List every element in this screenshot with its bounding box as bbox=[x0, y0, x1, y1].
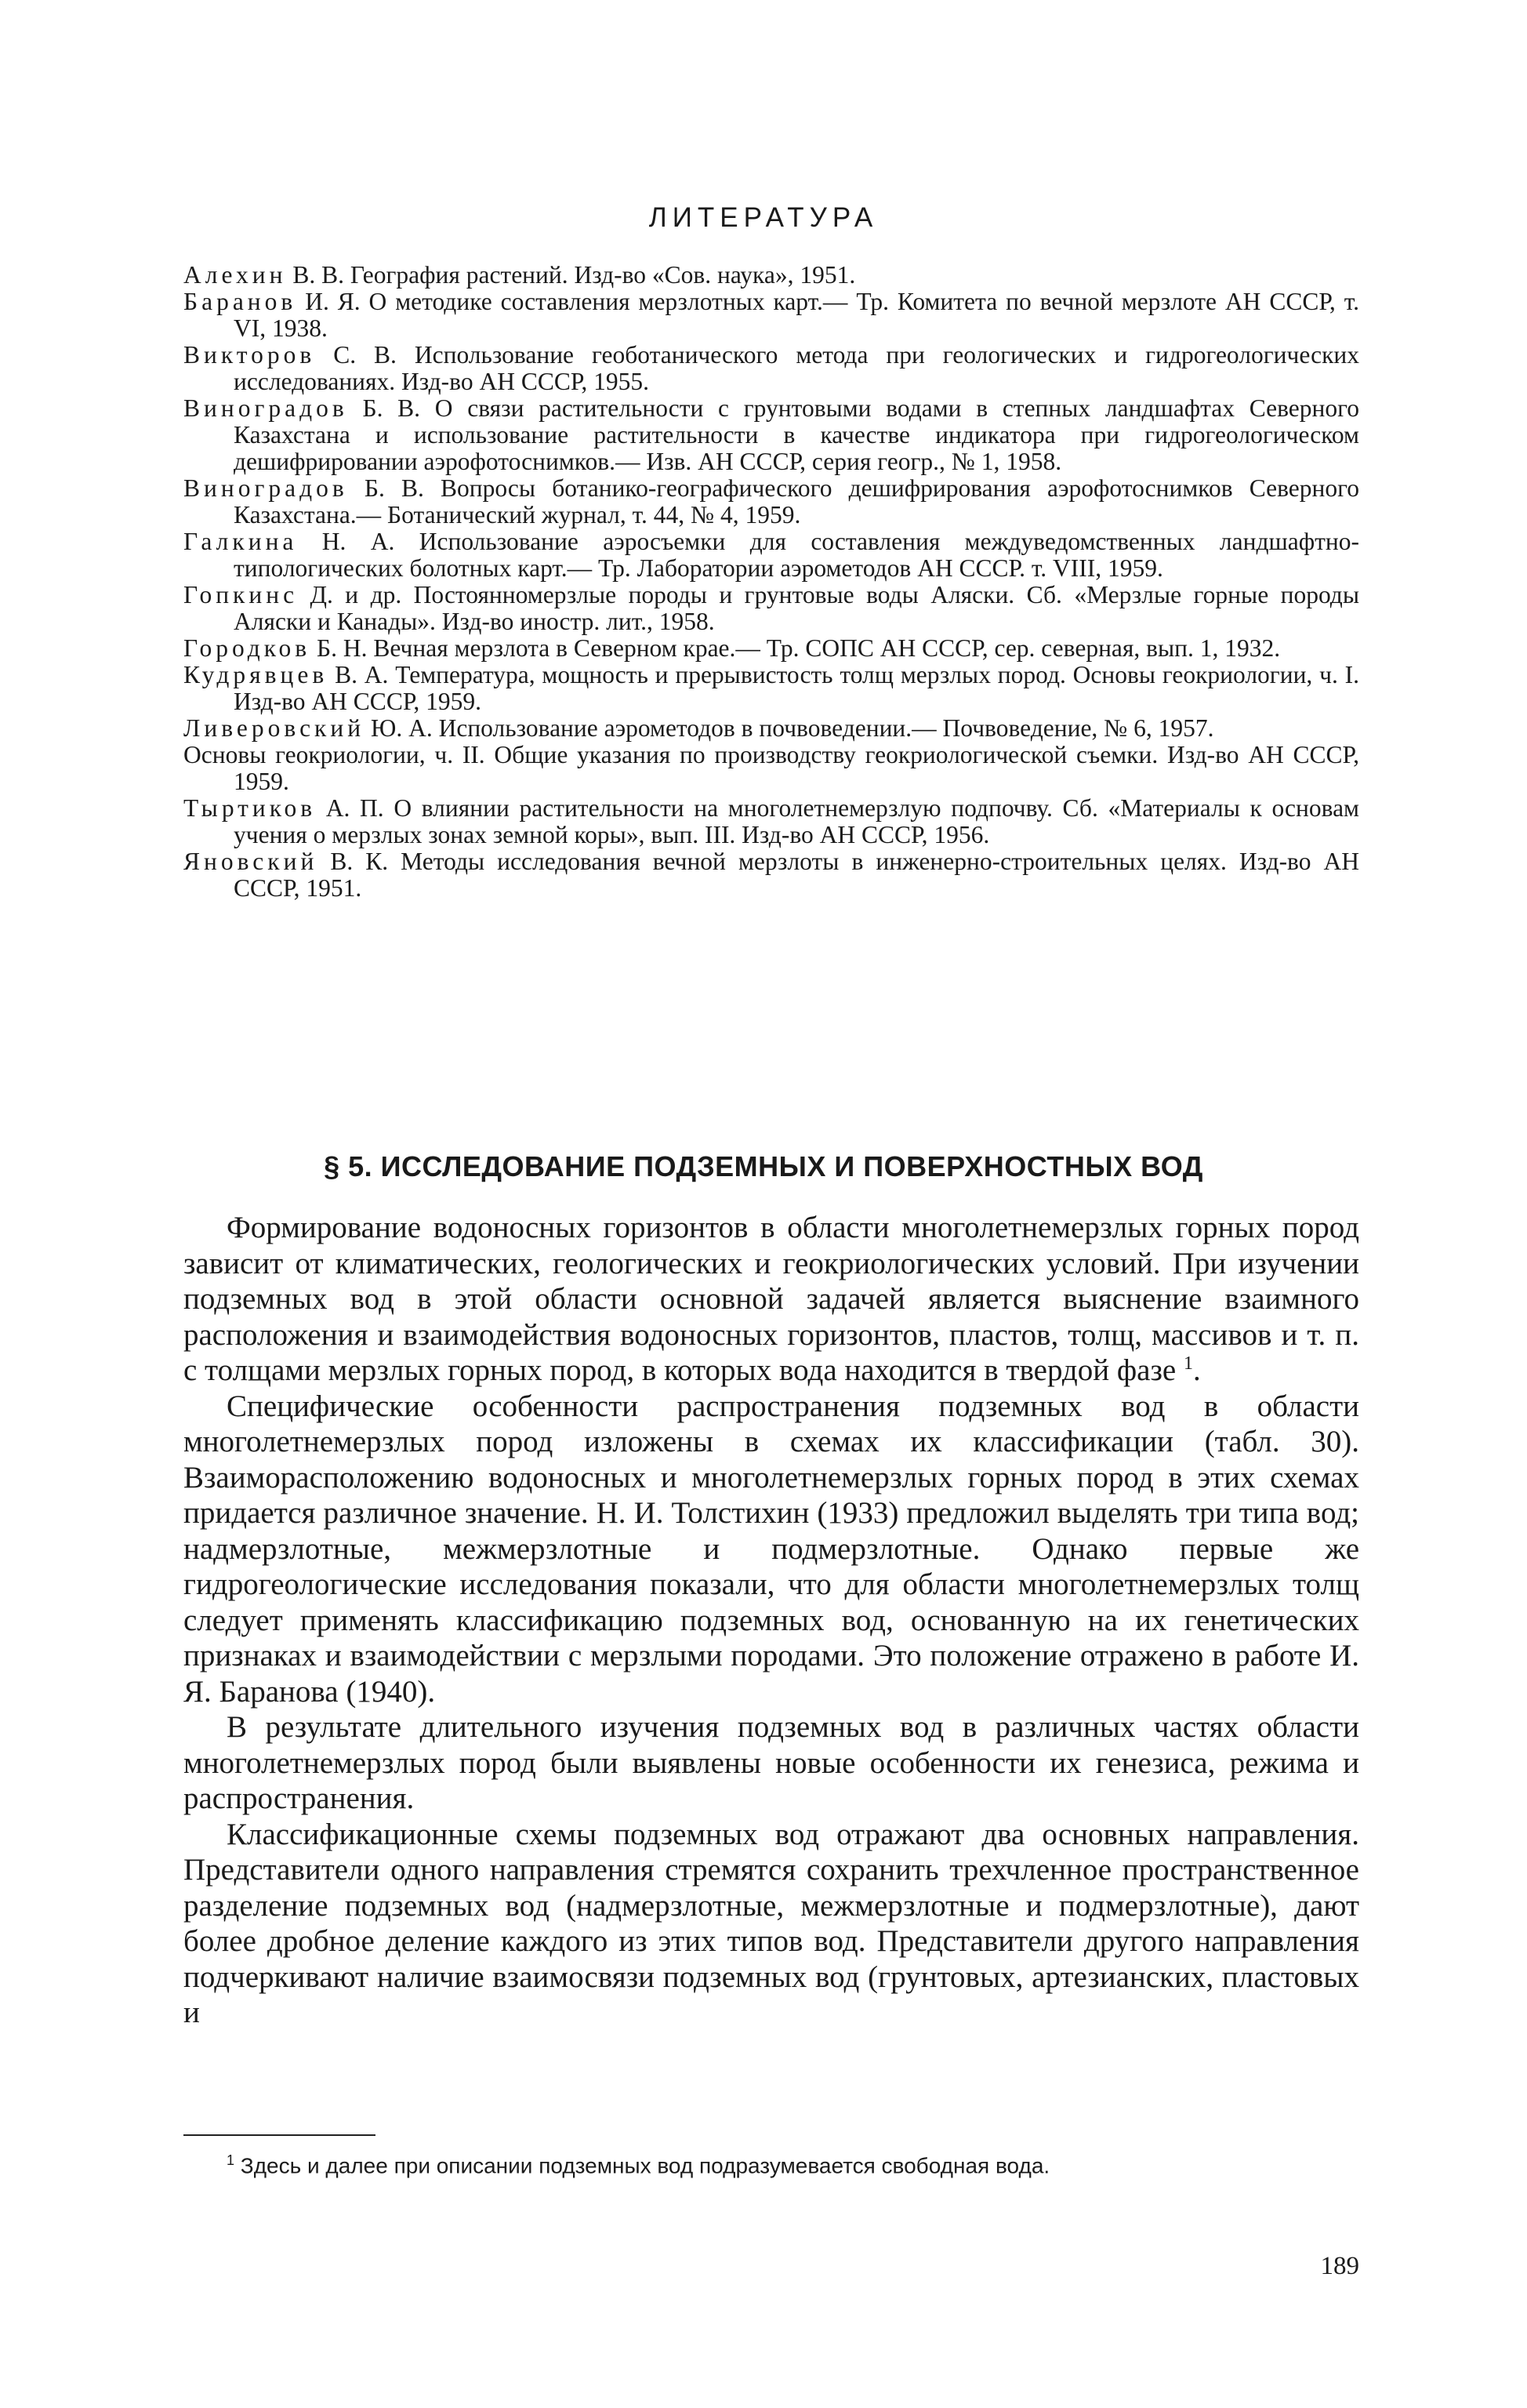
reference-text: Д. и др. Постоянномерзлые породы и грунтовые воды Аляски. Сб. «Мерзлые горные породы Аляски и Канады». Изд-во иностр. лит., 1958. bbox=[234, 581, 1359, 635]
footnote-reference: 1 bbox=[1183, 1353, 1193, 1374]
reference-text: И. Я. О методике составления мерзлотных карт.— Тр. Комитета по вечной мерзлоте АН СССР, т. VI, 1938. bbox=[234, 288, 1359, 342]
body-paragraph bbox=[183, 1389, 1359, 1710]
footnote-mark: 1 bbox=[227, 2152, 235, 2168]
paragraph-text: Формирование водоносных горизонтов в области многолетнемерзлых горных пород зависит от климатических, геологических и геокриологических условий. При изучении подземных вод в этой области основной задачей является выяснение взаимного расположения и взаимодействия водоносных горизонтов, пластов, толщ, массивов и т. п. с толщами мерзлых горных пород, в которых вода находится в твердой фазе bbox=[183, 1211, 1359, 1387]
reference-entry bbox=[183, 635, 1359, 662]
section-body bbox=[183, 1210, 1359, 2031]
reference-entry bbox=[183, 662, 1359, 715]
reference-author: Кудрявцев bbox=[183, 661, 328, 688]
reference-text: Б. В. О связи растительности с грунтовыми водами в степных ландшафтах Северного Казахстана и использование растительности в качестве индикатора при гидрогеологическом дешифрировании аэрофотоснимков.— Изв. АН СССР, серия геогр., № 1, 1958. bbox=[234, 394, 1359, 475]
literature-heading: ЛИТЕРАТУРА bbox=[648, 202, 879, 233]
body-paragraph bbox=[183, 1709, 1359, 1817]
footnote bbox=[183, 2147, 1359, 2179]
reference-author: Тыртиков bbox=[183, 794, 317, 822]
paragraph-tail: . bbox=[1192, 1353, 1201, 1387]
reference-author: Баранов bbox=[183, 288, 297, 315]
footnote-text: Здесь и далее при описании подземных вод подразумевается свободная вода. bbox=[240, 2153, 1050, 2178]
reference-text: С. В. Использование геоботанического метода при геологических и гидрогеологических исследованиях. Изд-во АН СССР, 1955. bbox=[234, 341, 1360, 395]
section-heading: § 5. ИССЛЕДОВАНИЕ ПОДЗЕМНЫХ И ПОВЕРХНОСТНЫХ ВОД bbox=[324, 1150, 1203, 1182]
reference-text: А. П. О влиянии растительности на многолетнемерзлую подпочву. Сб. «Материалы к основам учения о мерзлых зонах земной коры», вып. III. Изд-во АН СССР, 1956. bbox=[234, 794, 1359, 848]
reference-entry bbox=[183, 395, 1359, 475]
reference-author: Яновский bbox=[183, 848, 318, 875]
reference-author: Алехин bbox=[183, 261, 287, 289]
reference-text: В. В. География растений. Изд-во «Сов. наука», 1951. bbox=[292, 261, 856, 289]
reference-text: В. А. Температура, мощность и прерывистость толщ мерзлых пород. Основы геокриологии, ч. I. Изд-во АН СССР, 1959. bbox=[234, 661, 1360, 715]
reference-entry bbox=[183, 848, 1359, 902]
reference-text: Б. Н. Вечная мерзлота в Северном крае.— Тр. СОПС АН СССР, сер. северная, вып. 1, 1932. bbox=[317, 634, 1281, 662]
paragraph-text: Классификационные схемы подземных вод отражают два основных направления. Представители одного направления стремятся сохранить трехчленное пространственное разделение подземных вод (надмерзлотные, межмерзлотные и подмерзлотные), дают более дробное деление каждого из этих типов вод. Представители другого направления подчеркивают наличие взаимосвязи подземных вод (грунтовых, артезианских, пластовых и bbox=[183, 1817, 1359, 2029]
paragraph-text: В результате длительного изучения подземных вод в различных частях области многолетнемерзлых пород были выявлены новые особенности их генезиса, режима и распространения. bbox=[183, 1710, 1359, 1815]
reference-text: Основы геокриологии, ч. II. Общие указания по производству геокриологической съемки. Изд-во АН СССР, 1959. bbox=[183, 741, 1359, 795]
reference-author: Викторов bbox=[183, 341, 316, 369]
reference-entry bbox=[183, 262, 1359, 289]
reference-author: Городков bbox=[183, 634, 311, 662]
reference-entry bbox=[183, 528, 1359, 582]
paragraph-text: Специфические особенности распространения подземных вод в области многолетнемерзлых пород изложены в схемах их классификации (табл. 30). Взаиморасположению водоносных и многолетнемерзлых горных пород в этих схемах придается различное значение. Н. И. Толстихин (1933) предложил выделять три типа вод; надмерзлотные, межмерзлотные и подмерзлотные. Однако первые же гидрогеологические исследования показали, что для области многолетнемерзлых толщ следует применять классификацию подземных вод, основанную на их генетических признаках и взаимодействии с мерзлыми породами. Это положение отражено в работе И. Я. Баранова (1940). bbox=[183, 1389, 1359, 1709]
reference-text: Б. В. Вопросы ботанико-географического дешифрирования аэрофотоснимков Северного Казахстана.— Ботанический журнал, т. 44, № 4, 1959. bbox=[234, 474, 1360, 528]
reference-author: Ливеровский bbox=[183, 714, 365, 742]
reference-entry bbox=[183, 715, 1359, 742]
reference-text: Н. А. Использование аэросъемки для составления междуведомственных ландшафтно-типологических болотных карт.— Тр. Лаборатории аэрометодов АН СССР. т. VIII, 1959. bbox=[234, 528, 1359, 582]
reference-text: Ю. А. Использование аэрометодов в почвоведении.— Почвоведение, № 6, 1957. bbox=[370, 714, 1214, 742]
reference-author: Виноградов bbox=[183, 474, 348, 502]
reference-entry bbox=[183, 582, 1359, 635]
footnote-divider bbox=[183, 2134, 375, 2136]
reference-author: Виноградов bbox=[183, 394, 348, 422]
reference-entry bbox=[183, 475, 1359, 528]
reference-author: Галкина bbox=[183, 528, 298, 555]
reference-author: Гопкинс bbox=[183, 581, 299, 608]
reference-list bbox=[183, 262, 1359, 902]
reference-entry bbox=[183, 795, 1359, 848]
reference-entry bbox=[183, 342, 1359, 395]
reference-text: В. К. Методы исследования вечной мерзлоты в инженерно-строительных целях. Изд-во АН СССР, 1951. bbox=[234, 848, 1359, 902]
reference-entry bbox=[183, 289, 1359, 342]
body-paragraph bbox=[183, 1210, 1359, 1389]
body-paragraph bbox=[183, 1817, 1359, 2031]
reference-entry bbox=[183, 742, 1359, 795]
page-number: 189 bbox=[1320, 2252, 1359, 2280]
